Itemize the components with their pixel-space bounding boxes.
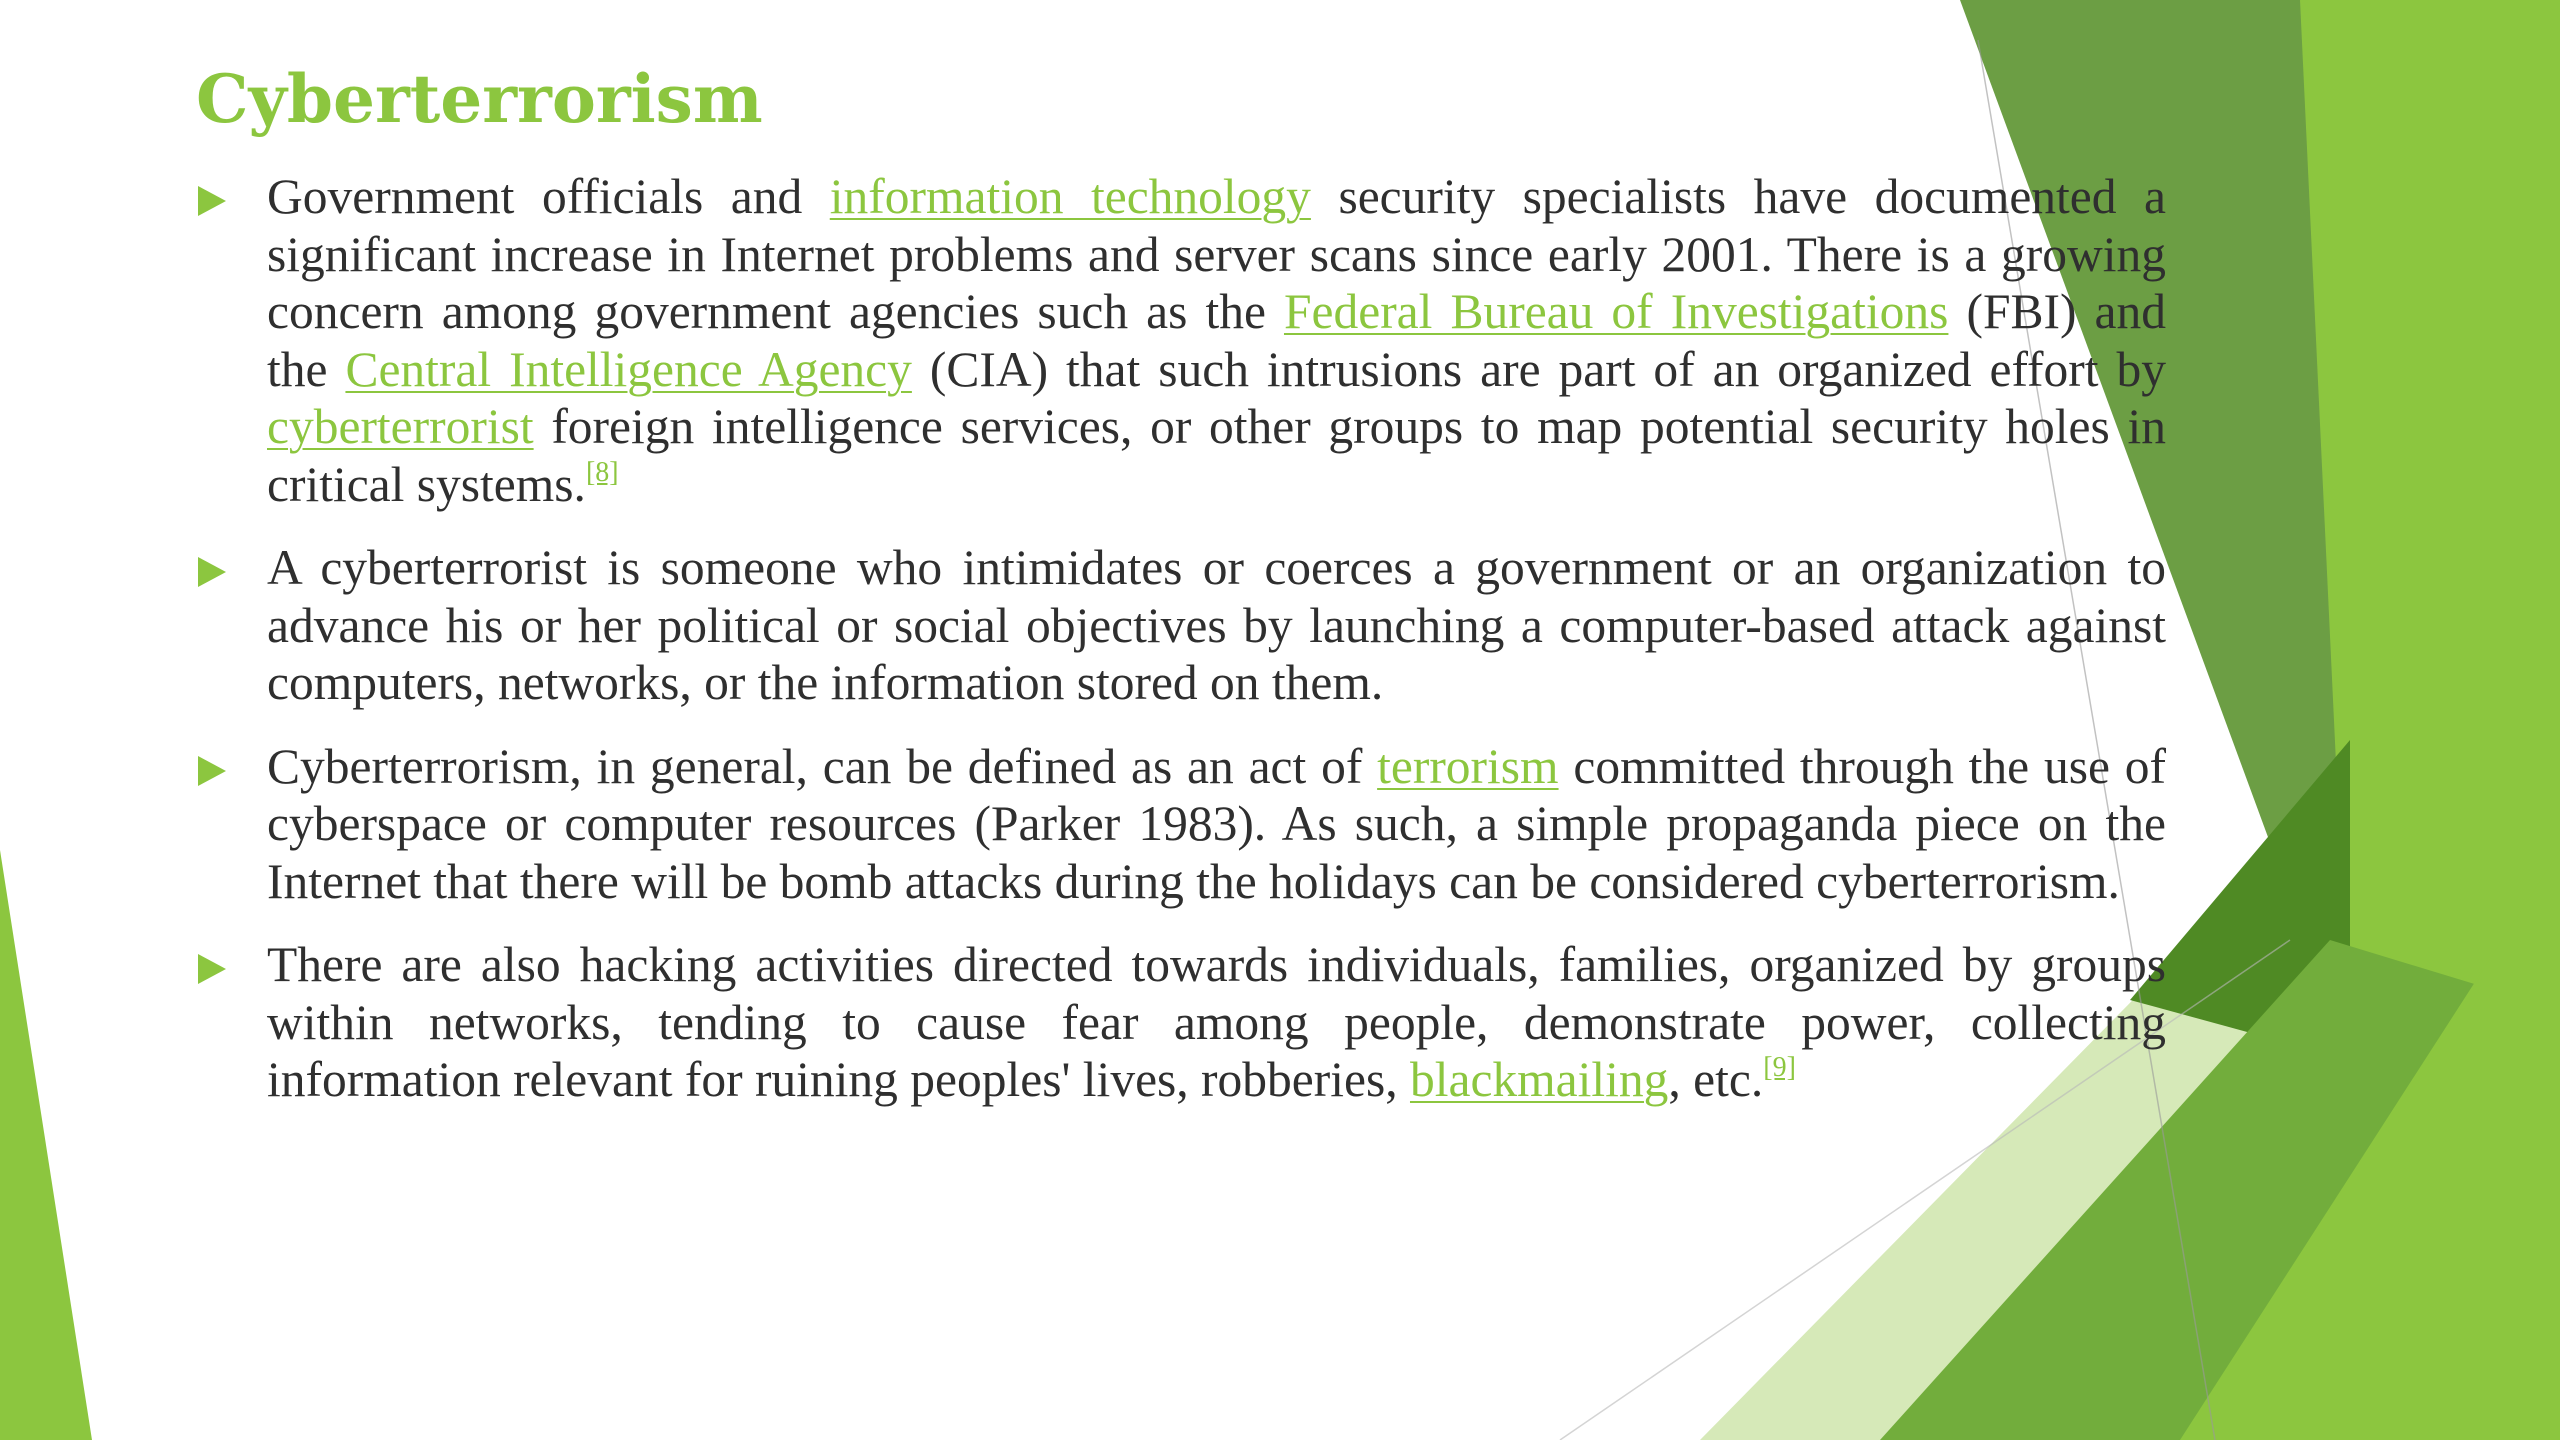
slide-title: Cyberterrorism xyxy=(196,60,763,138)
left-green-shape xyxy=(0,850,92,1440)
bullet-triangle-icon xyxy=(198,756,226,786)
bullet-item xyxy=(196,936,2166,1109)
bullet-triangle-icon xyxy=(198,557,226,587)
bullet-list xyxy=(196,168,2166,1135)
body-text: There are also hacking activities directed towards individuals, families, organized by groups within networks, tending to cause fear among people, demonstrate power, collecting information relevant for ruining peoples' lives, robberies, xyxy=(267,937,2166,1107)
link-terrorism[interactable]: terrorism xyxy=(1377,738,1559,794)
bullet-text xyxy=(267,739,2166,909)
body-text: A cyberterrorist is someone who intimidates or coerces a government or an organization to advance his or her political or social objectives by launching a computer-based attack against computers, networks, or the information stored on them. xyxy=(267,540,2166,710)
body-text: foreign intelligence services, or other groups to map potential security holes in critical systems. xyxy=(267,399,2166,512)
bullet-text xyxy=(267,937,2166,1107)
body-text: committed through the use of cyberspace or computer resources (Parker 1983). As such, a simple propaganda piece on the Internet that there will be bomb attacks during the holidays can be considered cyberterrorism. xyxy=(267,738,2166,909)
bullet-triangle-icon xyxy=(198,186,226,216)
body-text: (CIA) that such intrusions are part of an organized effort by xyxy=(911,341,2166,397)
link-information-technology[interactable]: information technology xyxy=(829,169,1311,224)
citation-link[interactable]: [9] xyxy=(1763,1052,1796,1083)
bullet-text xyxy=(267,540,2166,710)
bullet-item xyxy=(196,539,2166,712)
link-central-intelligence-agency[interactable]: Central Intelligence Agency xyxy=(345,341,912,397)
body-text: Government officials and xyxy=(267,169,830,224)
body-text: Cyberterrorism, in general, can be defined as an act of xyxy=(267,738,1378,794)
bullet-text xyxy=(267,169,2166,512)
link-federal-bureau-of-investigations[interactable]: Federal Bureau of Investigations xyxy=(1283,284,1949,339)
body-text: , etc. xyxy=(1668,1052,1764,1107)
bullet-item xyxy=(196,168,2166,513)
link-blackmailing[interactable]: blackmailing xyxy=(1409,1052,1669,1107)
bullet-item xyxy=(196,738,2166,911)
bullet-triangle-icon xyxy=(198,954,226,984)
citation-link[interactable]: [8] xyxy=(585,456,619,488)
body-text: security specialists have documented a significant increase in Internet problems and server scans since early 2001. There is a growing concern among government agencies such as the xyxy=(267,169,2167,339)
link-cyberterrorist[interactable]: cyberterrorist xyxy=(267,399,534,454)
body-text: (FBI) and the xyxy=(267,284,2166,397)
